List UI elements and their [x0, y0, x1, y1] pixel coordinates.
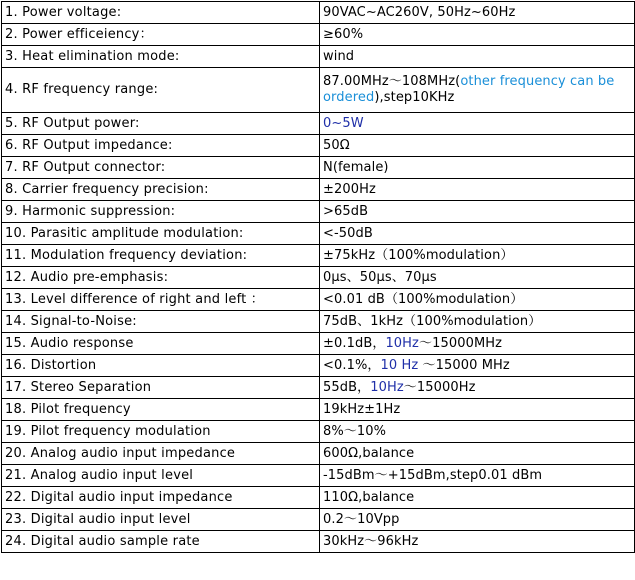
- value-level-difference: <0.01 dB（100%modulation）: [320, 289, 635, 311]
- value-rf-output-impedance: 50Ω: [320, 135, 635, 157]
- value-text: <0.1%，: [323, 357, 381, 373]
- param-rf-output-connector: 7. RF Output connector:: [2, 157, 320, 179]
- table-row: [2, 245, 635, 267]
- table-row: [2, 443, 635, 465]
- value-text: 87.00MHz～108MHz(: [323, 74, 461, 89]
- param-audio-pre-emphasis: 12. Audio pre-emphasis:: [2, 267, 320, 289]
- table-row: [2, 68, 635, 113]
- param-parasitic-amplitude-modulation: 10. Parasitic amplitude modulation:: [2, 223, 320, 245]
- table-row: [2, 24, 635, 46]
- table-row: [2, 201, 635, 223]
- param-rf-output-impedance: 6. RF Output impedance:: [2, 135, 320, 157]
- param-analog-audio-input-level: 21. Analog audio input level: [2, 465, 320, 487]
- value-modulation-frequency-deviation: ±75kHz（100%modulation）: [320, 245, 635, 267]
- param-analog-audio-input-impedance: 20. Analog audio input impedance: [2, 443, 320, 465]
- param-level-difference: 13. Level difference of right and left ：: [2, 289, 320, 311]
- value-power-efficiency: ≥60%: [320, 24, 635, 46]
- table-row: [2, 531, 635, 553]
- value-audio-pre-emphasis: 0μs、50μs、70μs: [320, 267, 635, 289]
- param-digital-audio-sample-rate: 24. Digital audio sample rate: [2, 531, 320, 553]
- value-digital-audio-input-level: 0.2～10Vpp: [320, 509, 635, 531]
- value-highlight: 10 Hz: [380, 357, 419, 373]
- table-row: [2, 465, 635, 487]
- value-rf-output-power: [320, 113, 635, 135]
- value-signal-to-noise: 75dB、1kHz（100%modulation）: [320, 311, 635, 333]
- value-digital-audio-input-impedance: 110Ω,balance: [320, 487, 635, 509]
- table-row: [2, 2, 635, 24]
- value-power-voltage: 90VAC~AC260V, 50Hz~60Hz: [320, 2, 635, 24]
- value-rf-output-connector: N(female): [320, 157, 635, 179]
- value-text: ～15000Hz: [403, 379, 476, 395]
- value-text: ～15000 MHz: [418, 357, 510, 373]
- value-highlight: 0~5W: [323, 115, 364, 131]
- value-harmonic-suppression: >65dB: [320, 201, 635, 223]
- value-analog-audio-input-level: -15dBm～+15dBm,step0.01 dBm: [320, 465, 635, 487]
- param-power-voltage: 1. Power voltage:: [2, 2, 320, 24]
- param-heat-elimination-mode: 3. Heat elimination mode:: [2, 46, 320, 68]
- value-highlight: 10Hz: [385, 335, 419, 351]
- table-row: [2, 487, 635, 509]
- value-parasitic-amplitude-modulation: <-50dB: [320, 223, 635, 245]
- param-rf-frequency-range: 4. RF frequency range:: [2, 68, 320, 113]
- table-row: [2, 113, 635, 135]
- table-row: [2, 179, 635, 201]
- param-stereo-separation: 17. Stereo Separation: [2, 377, 320, 399]
- value-pilot-frequency: 19kHz±1Hz: [320, 399, 635, 421]
- table-row: [2, 289, 635, 311]
- table-row: [2, 157, 635, 179]
- value-carrier-frequency-precision: ±200Hz: [320, 179, 635, 201]
- param-digital-audio-input-impedance: 22. Digital audio input impedance: [2, 487, 320, 509]
- value-text: ±0.1dB，: [323, 335, 386, 351]
- param-pilot-frequency-modulation: 19. Pilot frequency modulation: [2, 421, 320, 443]
- param-carrier-frequency-precision: 8. Carrier frequency precision:: [2, 179, 320, 201]
- table-row: [2, 223, 635, 245]
- table-row: [2, 421, 635, 443]
- table-row: [2, 377, 635, 399]
- value-heat-elimination-mode: wind: [320, 46, 635, 68]
- value-highlight: other frequency can be ordered: [323, 74, 615, 105]
- table-row: [2, 267, 635, 289]
- table-row: [2, 311, 635, 333]
- value-audio-response: [320, 333, 635, 355]
- param-signal-to-noise: 14. Signal-to-Noise:: [2, 311, 320, 333]
- table-row: [2, 509, 635, 531]
- value-rf-frequency-range: [320, 68, 635, 113]
- param-pilot-frequency: 18. Pilot frequency: [2, 399, 320, 421]
- table-row: [2, 135, 635, 157]
- value-stereo-separation: [320, 377, 635, 399]
- param-audio-response: 15. Audio response: [2, 333, 320, 355]
- value-highlight: 10Hz: [370, 379, 404, 395]
- table-row: [2, 333, 635, 355]
- value-text: ),step10KHz: [374, 90, 455, 105]
- table-row: [2, 355, 635, 377]
- value-text: 55dB，: [323, 379, 371, 395]
- table-row: [2, 399, 635, 421]
- value-distortion: [320, 355, 635, 377]
- param-power-efficiency: 2. Power efficeiency：: [2, 24, 320, 46]
- specification-table: [1, 1, 635, 553]
- value-pilot-frequency-modulation: 8%～10%: [320, 421, 635, 443]
- param-harmonic-suppression: 9. Harmonic suppression:: [2, 201, 320, 223]
- value-text: ～15000MHz: [418, 335, 503, 351]
- value-analog-audio-input-impedance: 600Ω,balance: [320, 443, 635, 465]
- param-digital-audio-input-level: 23. Digital audio input level: [2, 509, 320, 531]
- table-row: [2, 46, 635, 68]
- value-digital-audio-sample-rate: 30kHz～96kHz: [320, 531, 635, 553]
- param-distortion: 16. Distortion: [2, 355, 320, 377]
- param-modulation-frequency-deviation: 11. Modulation frequency deviation:: [2, 245, 320, 267]
- param-rf-output-power: 5. RF Output power:: [2, 113, 320, 135]
